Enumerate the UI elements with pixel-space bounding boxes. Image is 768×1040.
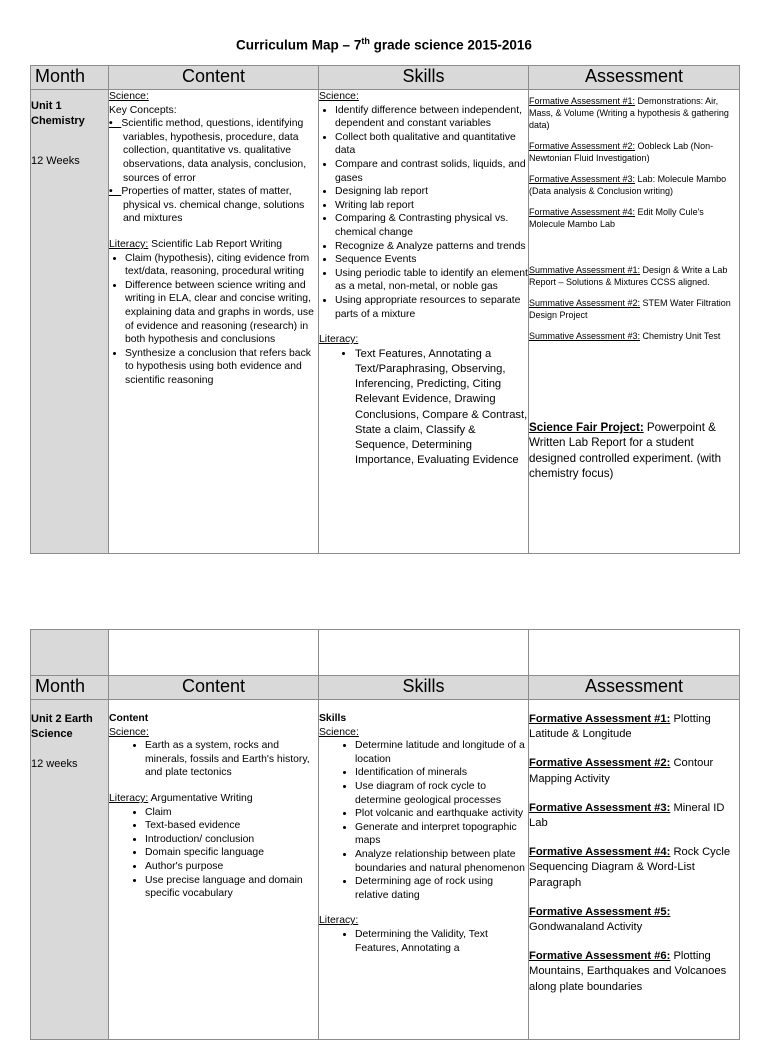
summative-assessment-2: Summative Assessment #2: STEM Water Filtration Design Project — [529, 298, 731, 320]
header-skills: Skills — [319, 676, 529, 700]
formative-assessment-4: Formative Assessment #4: Edit Molly Cule's Molecule Mambo Lab — [529, 207, 704, 229]
unit2-skills-heading: Skills — [319, 713, 347, 724]
unit1-skills-literacy-list — [319, 347, 528, 469]
unit1-content-literacy-list — [109, 252, 318, 388]
unit2-skills-list — [319, 739, 528, 902]
list-item: • Domain specific language — [145, 846, 318, 860]
list-item: • Scientific method, questions, identifying variables, hypothesis, procedure, data collection, quantitative vs. qualitative observations, data analysis, conclusion, sources of error — [109, 118, 307, 184]
unit1-concepts-list — [109, 117, 318, 226]
list-item: • Claim (hypothesis), citing evidence from text/data, reasoning, procedural writing — [125, 252, 318, 279]
header-month: Month — [31, 676, 109, 700]
list-item: • Sequence Events — [335, 253, 528, 267]
header-assessment: Assessment — [529, 676, 740, 700]
list-item: • Using appropriate resources to separate parts of a mixture — [335, 294, 528, 321]
list-item: • Collect both qualitative and quantitative data — [335, 131, 528, 158]
unit1-skills-literacy-label: Literacy: — [319, 334, 359, 346]
summative-assessment-1: Summative Assessment #1: Design & Write a Lab Report – Solutions & Mixtures CCSS aligned. — [529, 265, 728, 287]
unit1-name: Unit 1 Chemistry — [31, 100, 85, 127]
title-superscript: th — [361, 36, 370, 46]
list-item: • Difference between science writing and writing in ELA, clear and concise writing, explaining data and graphs in words, use of evidence and reasoning (research) in both hypothesis and conclusions — [125, 279, 318, 347]
unit2-content-science-list — [109, 739, 318, 780]
unit2-skills-literacy-label: Literacy: — [319, 915, 359, 927]
unit1-skills-list — [319, 104, 528, 322]
header-month: Month — [31, 66, 109, 90]
unit2-content-heading: Content — [109, 713, 149, 724]
list-item: • Text Features, Annotating a Text/Paraphrasing, Observing, Inferencing, Predicting, Citing Relevant Evidence, Drawing Conclusions, Compare & Contrast, State a claim, Classify & Sequence, Determining Importance, Evaluating Evidence — [355, 347, 528, 469]
list-item: • Use precise language and domain specific vocabulary — [145, 874, 318, 901]
formative-assessment-2: Formative Assessment #2: Oobleck Lab (Non-Newtonian Fluid Investigation) — [529, 141, 714, 163]
unit1-month-cell — [31, 90, 109, 554]
unit2-duration: 12 weeks — [31, 758, 78, 770]
header-content: Content — [109, 66, 319, 90]
header-skills: Skills — [319, 66, 529, 90]
list-item: • Comparing & Contrasting physical vs. chemical change — [335, 212, 528, 239]
unit2-content-literacy: Literacy: Argumentative Writing — [109, 792, 253, 804]
header-assessment: Assessment — [529, 66, 740, 90]
unit2-skills-literacy-list — [319, 928, 528, 955]
header-row — [31, 66, 740, 90]
formative-assessment-1: Formative Assessment #1: Plotting Latitude & Longitude — [529, 713, 711, 741]
unit1-assessment-cell — [529, 90, 740, 554]
unit2-content-literacy-list — [109, 806, 318, 901]
unit1-key-concepts-label: Key Concepts: — [109, 104, 177, 116]
unit2-content-cell — [109, 700, 319, 1040]
formative-assessment-2: Formative Assessment #2: Contour Mapping Activity — [529, 757, 714, 785]
list-item: • Compare and contrast solids, liquids, and gases — [335, 158, 528, 185]
unit2-skills-science-label: Science: — [319, 726, 359, 738]
title-prefix: Curriculum Map – 7 — [236, 37, 362, 53]
list-item: • Text-based evidence — [145, 819, 318, 833]
list-item: • Introduction/ conclusion — [145, 833, 318, 847]
unit2-row — [31, 700, 740, 1040]
list-item: • Determining the Validity, Text Features, Annotating a — [355, 928, 528, 955]
list-item: • Generate and interpret topographic maps — [355, 821, 528, 848]
list-item: • Earth as a system, rocks and minerals, fossils and Earth's history, and plate tectonics — [145, 739, 318, 780]
list-item: • Author's purpose — [145, 860, 318, 874]
list-item: • Determine latitude and longitude of a location — [355, 739, 528, 766]
list-item: • Using periodic table to identify an element as a metal, non-metal, or noble gas — [335, 267, 528, 294]
unit2-assessment-cell — [529, 700, 740, 1040]
formative-assessment-1: Formative Assessment #1: Demonstrations: Air, Mass, & Volume (Writing a hypothesis & gathering data) — [529, 96, 729, 130]
list-item: • Designing lab report — [335, 185, 528, 199]
unit1-content-literacy: Literacy: Scientific Lab Report Writing — [109, 238, 283, 250]
header-content: Content — [109, 676, 319, 700]
summative-assessment-3: Summative Assessment #3: Chemistry Unit Test — [529, 331, 721, 341]
list-item: • Identification of minerals — [355, 766, 528, 780]
list-item: • Plot volcanic and earthquake activity — [355, 807, 528, 821]
header-row — [31, 676, 740, 700]
unit1-table — [30, 65, 740, 554]
unit1-content-cell — [109, 90, 319, 554]
formative-assessment-4: Formative Assessment #4: Rock Cycle Sequencing Diagram & Word-List Paragraph — [529, 846, 731, 889]
unit2-skills-cell — [319, 700, 529, 1040]
document-title — [0, 36, 768, 53]
blank-row — [31, 630, 740, 676]
title-suffix: grade science 2015-2016 — [369, 37, 532, 53]
list-item: • Analyze relationship between plate boundaries and natural phenomenon — [355, 848, 528, 875]
science-fair-project: Science Fair Project: Powerpoint & Written Lab Report for a student designed controlled experiment. (with chemistry focus) — [529, 421, 722, 481]
list-item: • Writing lab report — [335, 199, 528, 213]
unit1-duration: 12 Weeks — [31, 155, 80, 167]
list-item: • Identify difference between independent, dependent and constant variables — [335, 104, 528, 131]
unit1-content-science-label: Science: — [109, 91, 149, 102]
unit1-row — [31, 90, 740, 554]
unit2-content-science-label: Science: — [109, 726, 149, 738]
unit2-month-cell — [31, 700, 109, 1040]
list-item: • Use diagram of rock cycle to determine geological processes — [355, 780, 528, 807]
formative-assessment-5: Formative Assessment #5: Gondwanaland Activity — [529, 905, 671, 934]
formative-assessment-3: Formative Assessment #3: Lab: Molecule Mambo (Data analysis & Conclusion writing) — [529, 174, 727, 196]
unit1-skills-cell — [319, 90, 529, 554]
unit2-name: Unit 2 Earth Science — [31, 713, 93, 740]
list-item: • Synthesize a conclusion that refers back to hypothesis using both evidence and scientific reasoning — [125, 347, 318, 388]
list-item: • Properties of matter, states of matter, physical vs. chemical change, solutions and mixtures — [109, 186, 305, 225]
unit2-table — [30, 629, 740, 1040]
list-item: • Claim — [145, 806, 318, 820]
list-item: • Recognize & Analyze patterns and trends — [335, 240, 528, 254]
list-item: • Determining age of rock using relative dating — [355, 875, 528, 902]
formative-assessment-6: Formative Assessment #6: Plotting Mountains, Earthquakes and Volcanoes along plate boundaries — [529, 950, 727, 993]
formative-assessment-3: Formative Assessment #3: Mineral ID Lab — [529, 801, 725, 830]
unit1-skills-science-label: Science: — [319, 91, 359, 102]
